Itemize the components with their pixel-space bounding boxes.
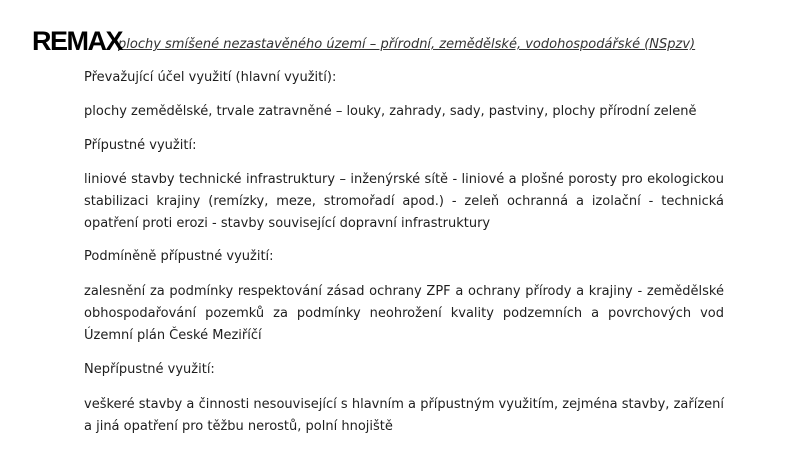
- text-prohibited-use: veškeré stavby a činnosti nesouvisející s hlavním a přípustným využitím, zejména stavby, zařízení a jiná opatření pro těžbu nerostů, polní hnojiště: [84, 397, 724, 434]
- remax-logo: REMAX: [32, 26, 123, 56]
- text-permitted-use: liniové stavby technické infrastruktury – inženýrské sítě - liniové a plošné porosty pro ekologickou stabilizaci krajiny (remízky, meze, stromořadí apod.) - zeleň ochranná a izolační - technická opatření proti erozi - stavby související dopravní infrastruktury: [84, 172, 724, 231]
- label-permitted-use: Přípustné využití:: [84, 138, 197, 153]
- label-main-use: Převažující účel využití (hlavní využití):: [84, 70, 337, 85]
- label-conditional-use: Podmíněně přípustné využití:: [84, 249, 274, 264]
- label-prohibited-use: Nepřípustné využití:: [84, 362, 215, 377]
- section-heading: plochy smíšené nezastavěného území – přírodní, zemědělské, vodohospodářské (NSpzv): [118, 37, 696, 52]
- text-conditional-use: zalesnění za podmínky respektování zásad ochrany ZPF a ochrany přírody a krajiny - zemědělské obhospodařování pozemků za podmínky neohrožení kvality podzemních a povrchových vod Územní plán České Meziříčí: [84, 284, 724, 343]
- text-main-use: plochy zemědělské, trvale zatravněné – louky, zahrady, sady, pastviny, plochy přírodní zeleně: [84, 104, 697, 119]
